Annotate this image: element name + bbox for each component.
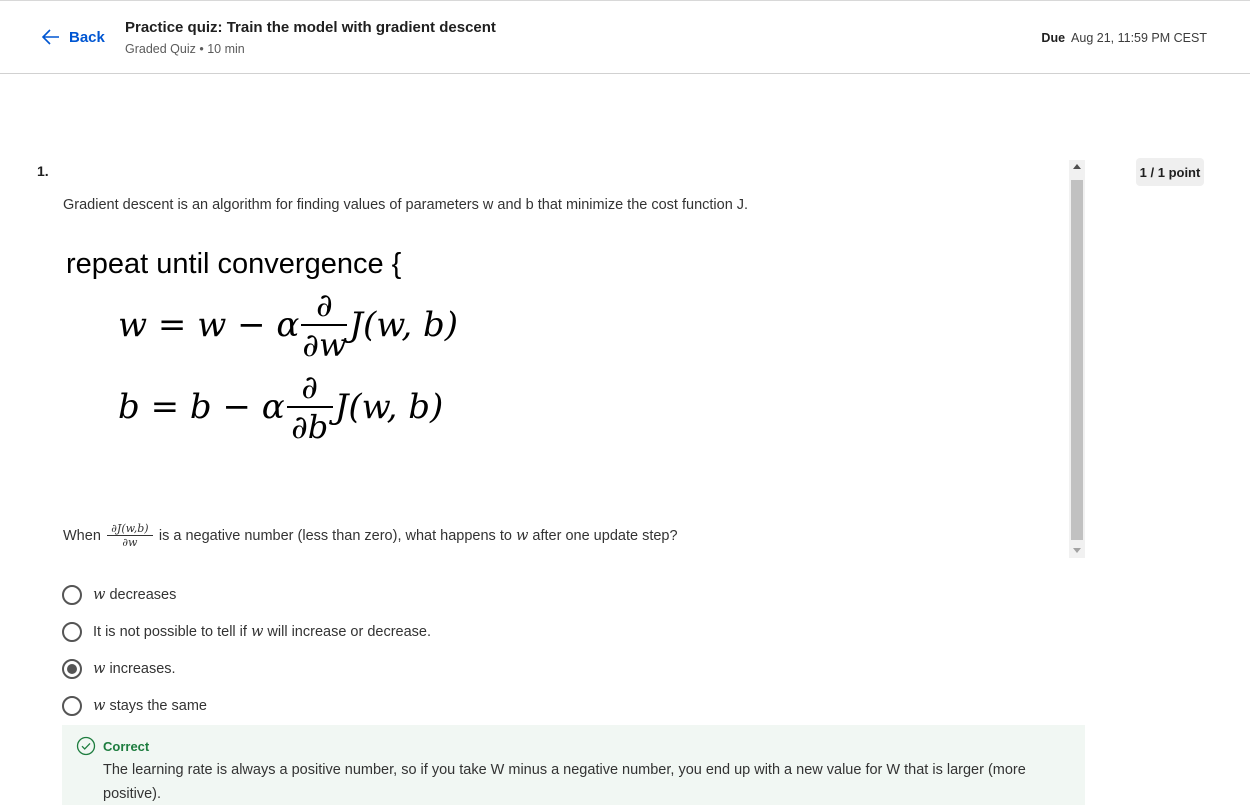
content-scrollbar[interactable] (1069, 160, 1085, 558)
formula-repeat: repeat until convergence { (66, 248, 402, 280)
prompt-var: w (515, 527, 529, 544)
option-var: w (93, 660, 106, 677)
option-label: stays the same (109, 697, 207, 714)
prompt-prefix: When (63, 527, 101, 544)
prompt-suffix: is a negative number (less than zero), what happens to (158, 527, 512, 544)
back-label: Back (69, 28, 105, 46)
option-pre: It is not possible to tell if (93, 623, 247, 640)
top-header (0, 0, 1250, 74)
formula-b-fraction (287, 368, 333, 446)
option-decreases[interactable] (62, 576, 431, 613)
formula-w-fraction (301, 286, 347, 364)
check-circle-icon (76, 736, 96, 756)
prompt-frac-den: ∂w (122, 536, 138, 549)
formula-w-den: ∂w (302, 326, 347, 364)
question-prompt (63, 522, 678, 549)
option-var: w (93, 697, 106, 714)
arrow-left-icon (41, 27, 61, 47)
formula-b-rhs: J(w, b) (334, 387, 444, 427)
formula-w-num: ∂ (316, 286, 333, 324)
option-increases[interactable] (62, 650, 431, 687)
formula-b-num: ∂ (301, 368, 318, 406)
option-label: will increase or decrease. (267, 623, 432, 640)
radio-button[interactable] (62, 622, 82, 642)
quiz-title: Practice quiz: Train the model with gradient descent (125, 19, 496, 36)
feedback-title: Correct (103, 739, 150, 754)
option-var: w (93, 586, 106, 603)
radio-button[interactable] (62, 696, 82, 716)
question-number: 1. (37, 163, 49, 179)
option-cannot-tell[interactable] (62, 613, 431, 650)
option-var: w (250, 623, 264, 640)
prompt-end: after one update step? (532, 527, 678, 544)
formula-w-lhs: w = w − α (118, 305, 300, 345)
quiz-subtitle: Graded Quiz • 10 min (125, 42, 245, 56)
scroll-thumb[interactable] (1071, 180, 1083, 540)
question-content (63, 160, 1067, 556)
option-stays-same[interactable] (62, 687, 431, 724)
radio-button-selected[interactable] (62, 659, 82, 679)
answer-options (62, 576, 431, 724)
formula-b-lhs: b = b − α (118, 387, 285, 427)
due-label: Due (1041, 31, 1066, 45)
due-date (1041, 31, 1207, 45)
formula-w-rhs: J(w, b) (349, 305, 458, 345)
scroll-up-icon[interactable] (1073, 164, 1081, 169)
scroll-down-icon[interactable] (1073, 548, 1081, 553)
formula-b-update (118, 368, 443, 446)
back-button[interactable] (41, 27, 105, 47)
points-badge: 1 / 1 point (1136, 158, 1204, 186)
question-text: Gradient descent is an algorithm for finding values of parameters w and b that minimize the cost function J. (63, 197, 749, 213)
feedback-panel (62, 725, 1085, 805)
option-label: increases. (109, 660, 176, 677)
feedback-text: The learning rate is always a positive number, so if you take W minus a negative number, you end up with a new value for W that is larger (more positive). (103, 762, 1026, 802)
option-label: decreases (109, 586, 177, 603)
due-value: Aug 21, 11:59 PM CEST (1071, 31, 1207, 45)
prompt-frac-num: ∂J(w,b) (111, 522, 149, 535)
formula-w-update (118, 286, 458, 364)
radio-button[interactable] (62, 585, 82, 605)
prompt-fraction (107, 522, 153, 549)
formula-b-den: ∂b (291, 408, 329, 446)
